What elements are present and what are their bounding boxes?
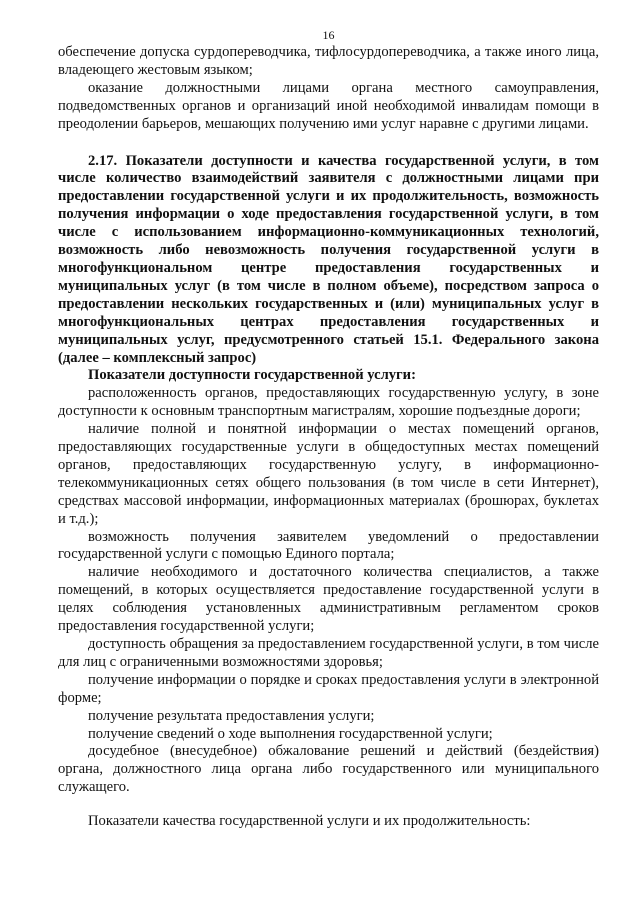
document-page bbox=[58, 28, 599, 831]
paragraph-official-assistance: оказание должностными лицами органа местного самоуправления, подведомственных органов и организаций иной необходимой инвалидам помощи в преодолении барьеров, мешающих получению ими услуг наравне с другими лицами. bbox=[58, 79, 599, 132]
accessibility-item: получение сведений о ходе выполнения государственной услуги; bbox=[88, 725, 493, 742]
accessibility-indicators-heading: Показатели доступности государственной услуги: bbox=[88, 367, 416, 384]
spacer bbox=[58, 134, 599, 153]
paragraph-sign-language-interpreter: обеспечение допуска сурдопереводчика, тифлосурдопереводчика, а также иного лица, владеющего жестовым языком; bbox=[58, 44, 599, 78]
accessibility-item: получение результата предоставления услуги; bbox=[88, 707, 375, 724]
accessibility-item: возможность получения заявителем уведомлений о предоставлении государственной услуги с помощью Единого портала; bbox=[58, 528, 599, 563]
accessibility-item: доступность обращения за предоставлением государственной услуги, в том числе для лиц с ограниченными возможностями здоровья; bbox=[58, 636, 599, 670]
accessibility-item: наличие полной и понятной информации о местах помещений органов, предоставляющих государственные услуги в общедоступных местах помещений органов, предоставляющих государственную услугу, в информационно-телекоммуникационных сетях общего пользования (в том числе в сети Интернет), средствах массовой информации, информационных материалах (брошюрах, буклетах и т.д.); bbox=[58, 421, 599, 527]
section-heading-2-17: 2.17. Показатели доступности и качества государственной услуги, в том числе количество взаимодействий заявителя с должностными лицами при предоставлении государственной услуги и их продолжительность, возможность получения информации о ходе предоставления государственной услуги, в том числе с использованием информационно-коммуникационных технологий, возможность либо невозможность получения государственной услуги в многофункциональном центре предоставления государственных и муниципальных услуг (в том числе в полном объеме), посредством запроса о предоставлении нескольких государственных и (или) муниципальных услуг в многофункциональных центрах предоставления государственных и муниципальных услуг, предусмотренного статьей 15.1. Федерального закона (далее – комплексный запрос) bbox=[58, 152, 599, 366]
spacer bbox=[58, 797, 599, 813]
accessibility-item: получение информации о порядке и сроках предоставления услуги в электронной форме; bbox=[58, 671, 599, 706]
quality-indicators-heading: Показатели качества государственной услуги и их продолжительность: bbox=[88, 813, 531, 830]
page-number: 16 bbox=[322, 28, 335, 42]
accessibility-item: досудебное (внесудебное) обжалование решений и действий (бездействия) органа, должностного лица органа либо государственного или муниципального служащего. bbox=[58, 743, 599, 796]
accessibility-item: расположенность органов, предоставляющих государственную услугу, в зоне доступности к основным транспортным магистралям, хорошие подъездные дороги; bbox=[58, 385, 599, 420]
accessibility-item: наличие необходимого и достаточного количества специалистов, а также помещений, в которых осуществляется предоставление государственной услуги в целях соблюдения установленных административным регламентом сроков предоставления государственной услуги; bbox=[58, 564, 599, 635]
